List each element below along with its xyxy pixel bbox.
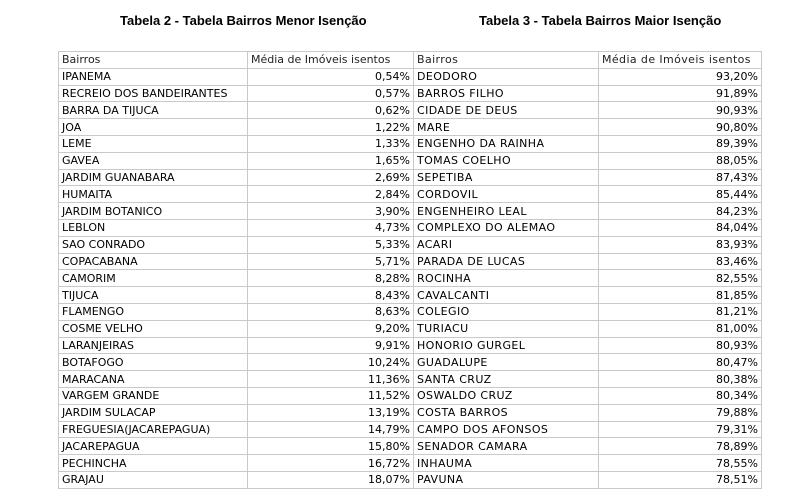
percentage-cell: 78,51% [599, 471, 762, 488]
left-table-title: Tabela 2 - Tabela Bairros Menor Isenção [120, 13, 367, 28]
bairro-cell: COLEGIO [414, 303, 599, 320]
table-row [59, 85, 414, 102]
table-row [59, 303, 414, 320]
table-row [59, 102, 414, 119]
bairro-cell: TOMAS COELHO [414, 152, 599, 169]
bairro-cell: LARANJEIRAS [59, 337, 248, 354]
bairro-cell: LEME [59, 135, 248, 152]
table-row [414, 303, 762, 320]
percentage-cell: 4,73% [248, 219, 414, 236]
percentage-cell: 87,43% [599, 169, 762, 186]
percentage-cell: 83,93% [599, 236, 762, 253]
bairro-cell: JARDIM GUANABARA [59, 169, 248, 186]
percentage-cell: 80,47% [599, 354, 762, 371]
bairro-cell: MARACANA [59, 371, 248, 388]
percentage-cell: 90,93% [599, 102, 762, 119]
percentage-cell: 0,57% [248, 85, 414, 102]
table-header-row [414, 52, 762, 69]
percentage-cell: 15,80% [248, 438, 414, 455]
column-header-bairros: Bairros [414, 52, 599, 69]
table-row [59, 169, 414, 186]
percentage-cell: 9,20% [248, 320, 414, 337]
bairro-cell: INHAUMA [414, 455, 599, 472]
percentage-cell: 8,63% [248, 303, 414, 320]
bairro-cell: GUADALUPE [414, 354, 599, 371]
table-row [414, 320, 762, 337]
bairro-cell: ROCINHA [414, 270, 599, 287]
table-row [414, 354, 762, 371]
percentage-cell: 83,46% [599, 253, 762, 270]
table-row [59, 320, 414, 337]
bairro-cell: COSME VELHO [59, 320, 248, 337]
bairro-cell: RECREIO DOS BANDEIRANTES [59, 85, 248, 102]
table-row [414, 287, 762, 304]
percentage-cell: 5,71% [248, 253, 414, 270]
bairro-cell: ENGENHEIRO LEAL [414, 203, 599, 220]
table-header-row [59, 52, 414, 69]
table-row [59, 203, 414, 220]
table-row [414, 135, 762, 152]
percentage-cell: 1,65% [248, 152, 414, 169]
low-exemption-table [58, 51, 414, 489]
bairro-cell: GAVEA [59, 152, 248, 169]
bairro-cell: CAMORIM [59, 270, 248, 287]
bairro-cell: BOTAFOGO [59, 354, 248, 371]
table-row [414, 471, 762, 488]
high-exemption-table [413, 51, 762, 489]
percentage-cell: 81,00% [599, 320, 762, 337]
table-row [59, 404, 414, 421]
column-header-media: Média de Imóveis isentos [248, 52, 414, 69]
bairro-cell: JARDIM BOTANICO [59, 203, 248, 220]
table-row [59, 186, 414, 203]
percentage-cell: 91,89% [599, 85, 762, 102]
table-row [59, 253, 414, 270]
percentage-cell: 78,55% [599, 455, 762, 472]
table-row [59, 471, 414, 488]
table-row [59, 387, 414, 404]
table-row [414, 219, 762, 236]
bairro-cell: GRAJAU [59, 471, 248, 488]
percentage-cell: 78,89% [599, 438, 762, 455]
table-row [414, 455, 762, 472]
bairro-cell: BARRA DA TIJUCA [59, 102, 248, 119]
percentage-cell: 90,80% [599, 119, 762, 136]
percentage-cell: 18,07% [248, 471, 414, 488]
percentage-cell: 88,05% [599, 152, 762, 169]
table-row [414, 152, 762, 169]
percentage-cell: 5,33% [248, 236, 414, 253]
table-row [414, 169, 762, 186]
bairro-cell: ACARI [414, 236, 599, 253]
percentage-cell: 85,44% [599, 186, 762, 203]
percentage-cell: 81,21% [599, 303, 762, 320]
table-row [414, 421, 762, 438]
percentage-cell: 89,39% [599, 135, 762, 152]
percentage-cell: 81,85% [599, 287, 762, 304]
percentage-cell: 80,38% [599, 371, 762, 388]
bairro-cell: CIDADE DE DEUS [414, 102, 599, 119]
percentage-cell: 93,20% [599, 68, 762, 85]
percentage-cell: 8,28% [248, 270, 414, 287]
bairro-cell: COMPLEXO DO ALEMAO [414, 219, 599, 236]
table-row [414, 253, 762, 270]
bairro-cell: JARDIM SULACAP [59, 404, 248, 421]
table-row [59, 135, 414, 152]
table-row [414, 186, 762, 203]
column-header-media: Média de Imóveis isentos [599, 52, 762, 69]
percentage-cell: 82,55% [599, 270, 762, 287]
table-row [59, 236, 414, 253]
table-row [59, 337, 414, 354]
bairro-cell: CAVALCANTI [414, 287, 599, 304]
percentage-cell: 11,36% [248, 371, 414, 388]
bairro-cell: CAMPO DOS AFONSOS [414, 421, 599, 438]
bairro-cell: JOA [59, 119, 248, 136]
bairro-cell: TURIACU [414, 320, 599, 337]
table-row [59, 287, 414, 304]
bairro-cell: SANTA CRUZ [414, 371, 599, 388]
percentage-cell: 16,72% [248, 455, 414, 472]
table-row [414, 119, 762, 136]
table-row [59, 421, 414, 438]
percentage-cell: 80,93% [599, 337, 762, 354]
bairro-cell: PAVUNA [414, 471, 599, 488]
bairro-cell: FREGUESIA(JACAREPAGUA) [59, 421, 248, 438]
bairro-cell: SENADOR CAMARA [414, 438, 599, 455]
percentage-cell: 80,34% [599, 387, 762, 404]
column-header-bairros: Bairros [59, 52, 248, 69]
table-row [59, 354, 414, 371]
table-row [59, 119, 414, 136]
percentage-cell: 13,19% [248, 404, 414, 421]
percentage-cell: 1,22% [248, 119, 414, 136]
right-table-title: Tabela 3 - Tabela Bairros Maior Isenção [479, 13, 722, 28]
percentage-cell: 3,90% [248, 203, 414, 220]
bairro-cell: LEBLON [59, 219, 248, 236]
percentage-cell: 11,52% [248, 387, 414, 404]
bairro-cell: PARADA DE LUCAS [414, 253, 599, 270]
percentage-cell: 79,88% [599, 404, 762, 421]
table-row [59, 270, 414, 287]
table-row [59, 219, 414, 236]
table-row [414, 68, 762, 85]
bairro-cell: CORDOVIL [414, 186, 599, 203]
percentage-cell: 8,43% [248, 287, 414, 304]
bairro-cell: OSWALDO CRUZ [414, 387, 599, 404]
bairro-cell: JACAREPAGUA [59, 438, 248, 455]
percentage-cell: 0,54% [248, 68, 414, 85]
table-row [414, 236, 762, 253]
bairro-cell: VARGEM GRANDE [59, 387, 248, 404]
percentage-cell: 9,91% [248, 337, 414, 354]
bairro-cell: MARE [414, 119, 599, 136]
bairro-cell: COPACABANA [59, 253, 248, 270]
table-row [414, 337, 762, 354]
table-row [414, 85, 762, 102]
bairro-cell: IPANEMA [59, 68, 248, 85]
percentage-cell: 84,23% [599, 203, 762, 220]
table-row [414, 371, 762, 388]
bairro-cell: HUMAITA [59, 186, 248, 203]
bairro-cell: DEODORO [414, 68, 599, 85]
table-row [414, 387, 762, 404]
table-row [414, 102, 762, 119]
table-row [414, 270, 762, 287]
percentage-cell: 2,84% [248, 186, 414, 203]
bairro-cell: HONORIO GURGEL [414, 337, 599, 354]
bairro-cell: COSTA BARROS [414, 404, 599, 421]
percentage-cell: 2,69% [248, 169, 414, 186]
percentage-cell: 14,79% [248, 421, 414, 438]
table-row [59, 438, 414, 455]
bairro-cell: SAO CONRADO [59, 236, 248, 253]
table-row [414, 438, 762, 455]
percentage-cell: 79,31% [599, 421, 762, 438]
percentage-cell: 0,62% [248, 102, 414, 119]
bairro-cell: FLAMENGO [59, 303, 248, 320]
table-row [59, 68, 414, 85]
percentage-cell: 1,33% [248, 135, 414, 152]
table-row [59, 455, 414, 472]
bairro-cell: PECHINCHA [59, 455, 248, 472]
bairro-cell: ENGENHO DA RAINHA [414, 135, 599, 152]
table-row [59, 371, 414, 388]
table-row [414, 203, 762, 220]
table-row [414, 404, 762, 421]
bairro-cell: TIJUCA [59, 287, 248, 304]
bairro-cell: SEPETIBA [414, 169, 599, 186]
percentage-cell: 10,24% [248, 354, 414, 371]
table-row [59, 152, 414, 169]
percentage-cell: 84,04% [599, 219, 762, 236]
bairro-cell: BARROS FILHO [414, 85, 599, 102]
